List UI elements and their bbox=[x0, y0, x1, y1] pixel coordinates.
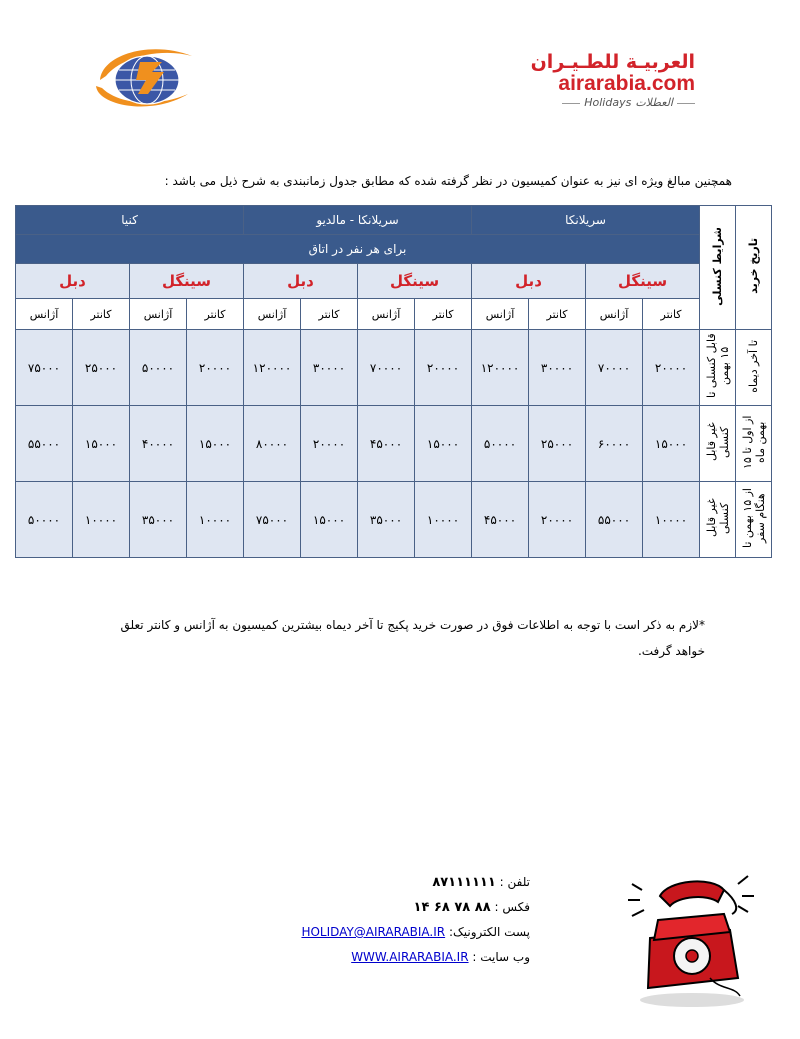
table-cell: ۱۰۰۰۰ bbox=[187, 482, 244, 558]
phone-label: تلفن : bbox=[499, 875, 530, 889]
dest-kenya: کنیا bbox=[16, 206, 244, 235]
table-cell: ۱۵۰۰۰ bbox=[301, 482, 358, 558]
table-cell: ۴۵۰۰۰ bbox=[358, 406, 415, 482]
row-cancel-policy: قابل کنسلی تا ۱۵ بهمن bbox=[700, 330, 736, 406]
email-line bbox=[290, 920, 530, 945]
table-cell: ۲۰۰۰۰ bbox=[187, 330, 244, 406]
room-single: سینگل bbox=[130, 264, 244, 299]
divider bbox=[677, 103, 695, 104]
table-row bbox=[16, 482, 772, 558]
table-cell: ۵۰۰۰۰ bbox=[130, 330, 187, 406]
table-cell: ۷۰۰۰۰ bbox=[586, 330, 643, 406]
dest-srilanka: سریلانکا bbox=[472, 206, 700, 235]
table-cell: ۱۲۰۰۰۰ bbox=[244, 330, 301, 406]
brand-sub-en: Holidays bbox=[584, 96, 632, 109]
room-single: سینگل bbox=[358, 264, 472, 299]
table-cell: ۲۰۰۰۰ bbox=[301, 406, 358, 482]
table-cell: ۲۰۰۰۰ bbox=[529, 482, 586, 558]
table-cell: ۴۰۰۰۰ bbox=[130, 406, 187, 482]
row-date: تا آخر دیماه bbox=[736, 330, 772, 406]
table-row bbox=[16, 406, 772, 482]
table-cell: ۸۰۰۰۰ bbox=[244, 406, 301, 482]
table-cell: ۱۲۰۰۰۰ bbox=[472, 330, 529, 406]
sub-counter: کانتر bbox=[415, 299, 472, 330]
phone-line bbox=[290, 870, 530, 895]
room-type-row bbox=[16, 264, 772, 299]
footnote-text: *لازم به ذکر است با توجه به اطلاعات فوق در صورت خرید پکیج تا آخر دیماه بیشترین کمیسیون به آژانس و کانتر تعلق خواهد گرفت. bbox=[120, 618, 705, 658]
table-cell: ۱۵۰۰۰ bbox=[643, 406, 700, 482]
row-cancel-policy: غیر قابل کنسلی bbox=[700, 482, 736, 558]
email-link[interactable]: HOLIDAY@AIRARABIA.IR bbox=[301, 925, 446, 939]
table-cell: ۱۵۰۰۰ bbox=[73, 406, 130, 482]
row-date: از ۱۵ بهمن تا هنگام سفر bbox=[736, 482, 772, 558]
room-double: دبل bbox=[16, 264, 130, 299]
table-cell: ۶۰۰۰۰ bbox=[586, 406, 643, 482]
fax-value: ۸۸ ۷۸ ۶۸ ۱۴ bbox=[413, 900, 491, 915]
cancel-policy-header: شرایط کنسلی bbox=[700, 206, 736, 330]
table-cell: ۵۵۰۰۰ bbox=[586, 482, 643, 558]
company-logo-icon bbox=[92, 42, 202, 112]
sub-agency: آژانس bbox=[358, 299, 415, 330]
sub-counter: کانتر bbox=[529, 299, 586, 330]
table-row bbox=[16, 330, 772, 406]
table-cell: ۷۵۰۰۰ bbox=[16, 330, 73, 406]
table-cell: ۳۵۰۰۰ bbox=[130, 482, 187, 558]
table-cell: ۵۰۰۰۰ bbox=[16, 482, 73, 558]
intro-text: همچنین مبالغ ویژه ای نیز به عنوان کمیسیون در نظر گرفته شده که مطابق جدول زمانبندی به شرح ذیل می باشد : bbox=[164, 174, 732, 188]
row-cancel-policy: غیر قابل کنسلی bbox=[700, 406, 736, 482]
table-cell: ۲۵۰۰۰ bbox=[73, 330, 130, 406]
commission-table bbox=[15, 205, 772, 558]
table-cell: ۳۰۰۰۰ bbox=[301, 330, 358, 406]
web-line bbox=[290, 945, 530, 970]
row-date: از اول تا ۱۵ بهمن ماه bbox=[736, 406, 772, 482]
website-link[interactable]: WWW.AIRARABIA.IR bbox=[351, 950, 469, 964]
purchase-date-header: تاریخ خرید bbox=[736, 206, 772, 330]
sub-agency: آژانس bbox=[586, 299, 643, 330]
sub-counter: کانتر bbox=[643, 299, 700, 330]
room-double: دبل bbox=[472, 264, 586, 299]
brand-english-suffix: .com bbox=[645, 72, 695, 95]
email-label: پست الکترونیک: bbox=[448, 925, 530, 939]
brand-sub-ar: العطلات bbox=[635, 96, 673, 109]
table-cell: ۱۵۰۰۰ bbox=[415, 406, 472, 482]
table-cell: ۱۰۰۰۰ bbox=[643, 482, 700, 558]
telephone-icon bbox=[620, 850, 760, 1010]
table-cell: ۱۰۰۰۰ bbox=[73, 482, 130, 558]
table-cell: ۲۵۰۰۰ bbox=[529, 406, 586, 482]
sub-agency: آژانس bbox=[472, 299, 529, 330]
airarabia-logo bbox=[520, 52, 695, 124]
fax-label: فکس : bbox=[494, 900, 530, 914]
table-cell: ۳۵۰۰۰ bbox=[358, 482, 415, 558]
room-double: دبل bbox=[244, 264, 358, 299]
per-person-header: برای هر نفر در اتاق bbox=[16, 235, 700, 264]
sub-agency: آژانس bbox=[130, 299, 187, 330]
table-cell: ۱۰۰۰۰ bbox=[415, 482, 472, 558]
room-single: سینگل bbox=[586, 264, 700, 299]
fax-line bbox=[290, 895, 530, 920]
sub-counter: کانتر bbox=[187, 299, 244, 330]
phone-value: ۸۷۱۱۱۱۱۱ bbox=[432, 875, 496, 890]
table-cell: ۷۵۰۰۰ bbox=[244, 482, 301, 558]
sub-counter: کانتر bbox=[301, 299, 358, 330]
divider bbox=[562, 103, 580, 104]
table-cell: ۵۰۰۰۰ bbox=[472, 406, 529, 482]
table-cell: ۲۰۰۰۰ bbox=[415, 330, 472, 406]
table-cell: ۱۵۰۰۰ bbox=[187, 406, 244, 482]
sub-header-row bbox=[16, 299, 772, 330]
sub-agency: آژانس bbox=[244, 299, 301, 330]
contact-block bbox=[290, 870, 530, 970]
table-cell: ۴۵۰۰۰ bbox=[472, 482, 529, 558]
table-cell: ۷۰۰۰۰ bbox=[358, 330, 415, 406]
table-cell: ۲۰۰۰۰ bbox=[643, 330, 700, 406]
brand-english bbox=[520, 72, 695, 96]
brand-arabic: العربيـة للطـيـران bbox=[530, 51, 695, 73]
sub-counter: کانتر bbox=[73, 299, 130, 330]
table-cell: ۳۰۰۰۰ bbox=[529, 330, 586, 406]
table-cell: ۵۵۰۰۰ bbox=[16, 406, 73, 482]
brand-english-main: airarabia bbox=[558, 72, 646, 95]
dest-srilanka-maldives: سریلانکا - مالدیو bbox=[244, 206, 472, 235]
brand-subtitle bbox=[520, 96, 695, 110]
web-label: وب سایت : bbox=[472, 950, 530, 964]
sub-agency: آژانس bbox=[16, 299, 73, 330]
